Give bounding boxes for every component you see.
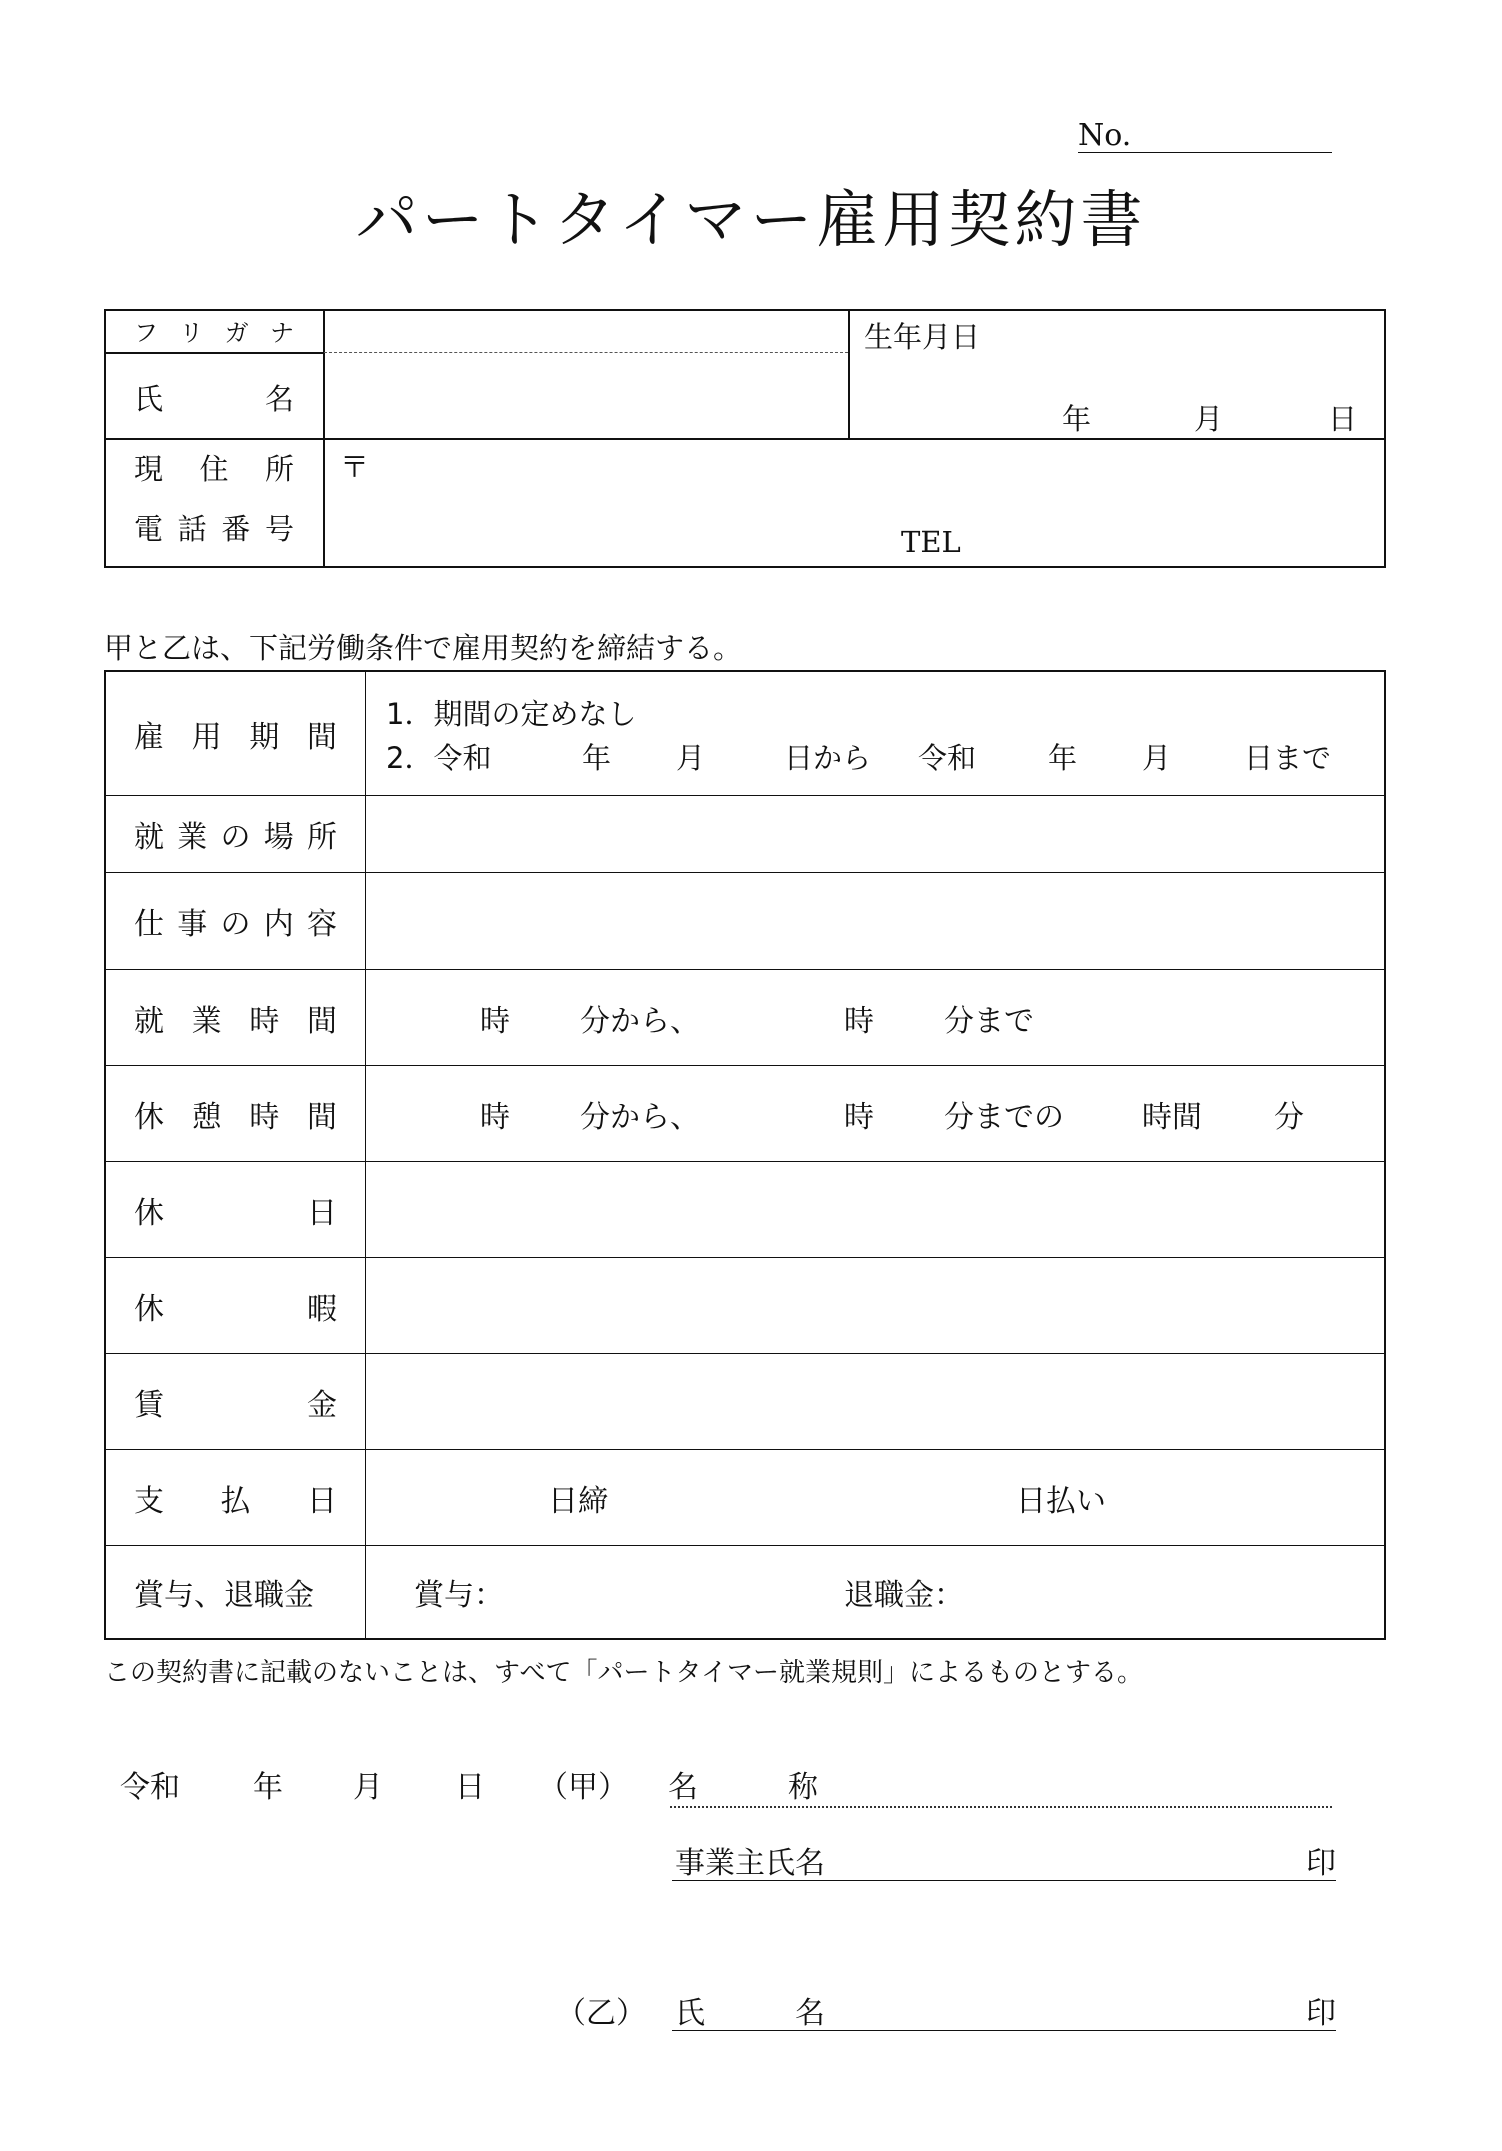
conditions-table (104, 670, 1386, 1640)
bonus-label: 賞与、退職金 (134, 1578, 314, 1613)
workplace-label: 就 業 の 場 所 (134, 820, 337, 855)
row-employment-period (106, 672, 1384, 795)
party-b-label: （乙） (556, 1996, 646, 2031)
payday-label: 支 払 日 (134, 1483, 337, 1519)
lead-text: 甲と乙は、下記労働条件で雇用契約を締結する。 (104, 631, 743, 665)
party-a-label: （甲） (538, 1770, 628, 1805)
owner-seal-mark: 印 (1306, 1846, 1336, 1881)
employment-period-value[interactable] (366, 672, 1384, 795)
phone-label: 電 話 番 号 (134, 512, 294, 546)
employment-period-label: 雇 用 期 間 (134, 719, 337, 755)
document-number-field[interactable] (1078, 118, 1332, 153)
employee-name-line[interactable] (672, 2030, 1336, 2031)
page-title: パートタイマー雇用契約書 (355, 183, 1147, 256)
furigana-label: フ リ ガ ナ (134, 319, 294, 347)
leave-input[interactable] (366, 1258, 1384, 1353)
row-wages (106, 1353, 1384, 1449)
address-label: 現 住 所 (134, 452, 294, 486)
holidays-label: 休 日 (134, 1195, 337, 1231)
company-name-line[interactable] (670, 1806, 1332, 1808)
work-hours-input[interactable]: 時 分から、 時 分まで (480, 1003, 1034, 1039)
row-work-hours (106, 969, 1384, 1065)
row-payday (106, 1449, 1384, 1545)
workplace-input[interactable] (366, 796, 1384, 872)
company-name-label: 名 称 (668, 1770, 818, 1805)
employee-seal-mark: 印 (1306, 1996, 1336, 2031)
row-workplace (106, 795, 1384, 872)
row-job-content (106, 872, 1384, 969)
birth-month-unit: 月 (1194, 402, 1224, 436)
leave-label: 休 暇 (134, 1291, 337, 1327)
postal-mark: 〒 (340, 450, 370, 484)
break-time-input[interactable]: 時 分から、 時 分までの 時間 分 (480, 1099, 1304, 1135)
employment-period-option-2: 2．令和 年 月 日から 令和 年 月 日まで (386, 741, 1332, 775)
break-time-label: 休 憩 時 間 (134, 1099, 337, 1135)
wages-label: 賃 金 (134, 1387, 337, 1423)
document-number-label: No. (1078, 118, 1132, 153)
owner-name-line[interactable] (672, 1880, 1336, 1881)
payday-input[interactable] (366, 1450, 1384, 1545)
row-holidays (106, 1161, 1384, 1257)
employment-period-option-1: 1．期間の定めなし (386, 697, 637, 731)
holidays-input[interactable] (366, 1162, 1384, 1257)
bonus-field-label: 賞与： (414, 1578, 504, 1613)
row-bonus (106, 1545, 1384, 1638)
row-break-time (106, 1065, 1384, 1161)
bonus-input[interactable] (366, 1546, 1384, 1638)
birth-year-unit: 年 (1062, 402, 1092, 436)
payday-pay: 日払い (1016, 1483, 1106, 1519)
birth-day-unit: 日 (1328, 402, 1358, 436)
job-content-input[interactable] (366, 873, 1384, 969)
name-label: 氏 名 (134, 382, 294, 416)
furigana-input[interactable] (325, 311, 848, 351)
signature-month-unit: 月 (353, 1770, 383, 1805)
address-phone-input[interactable] (325, 440, 1384, 566)
footnote: この契約書に記載のないことは、すべて「パートタイマー就業規則」によるものとする。 (104, 1658, 1143, 1688)
signature-day-unit: 日 (455, 1770, 485, 1805)
applicant-info-table (104, 309, 1386, 568)
row-leave (106, 1257, 1384, 1353)
signature-date-input[interactable] (110, 1756, 530, 1802)
signature-year-unit: 年 (253, 1770, 283, 1805)
signature-era: 令和 (120, 1770, 180, 1805)
tel-label: TEL (901, 525, 961, 559)
wages-input[interactable] (366, 1354, 1384, 1449)
retirement-field-label: 退職金： (844, 1578, 964, 1613)
employee-name-label: 氏 名 (675, 1996, 825, 2031)
birthdate-label: 生年月日 (864, 320, 981, 354)
job-content-label: 仕 事 の 内 容 (134, 907, 337, 942)
birthdate-input[interactable] (850, 351, 1384, 437)
payday-cutoff: 日締 (548, 1483, 608, 1519)
name-input[interactable] (325, 354, 848, 438)
work-hours-label: 就 業 時 間 (134, 1003, 337, 1039)
owner-name-label: 事業主氏名 (675, 1846, 825, 1881)
